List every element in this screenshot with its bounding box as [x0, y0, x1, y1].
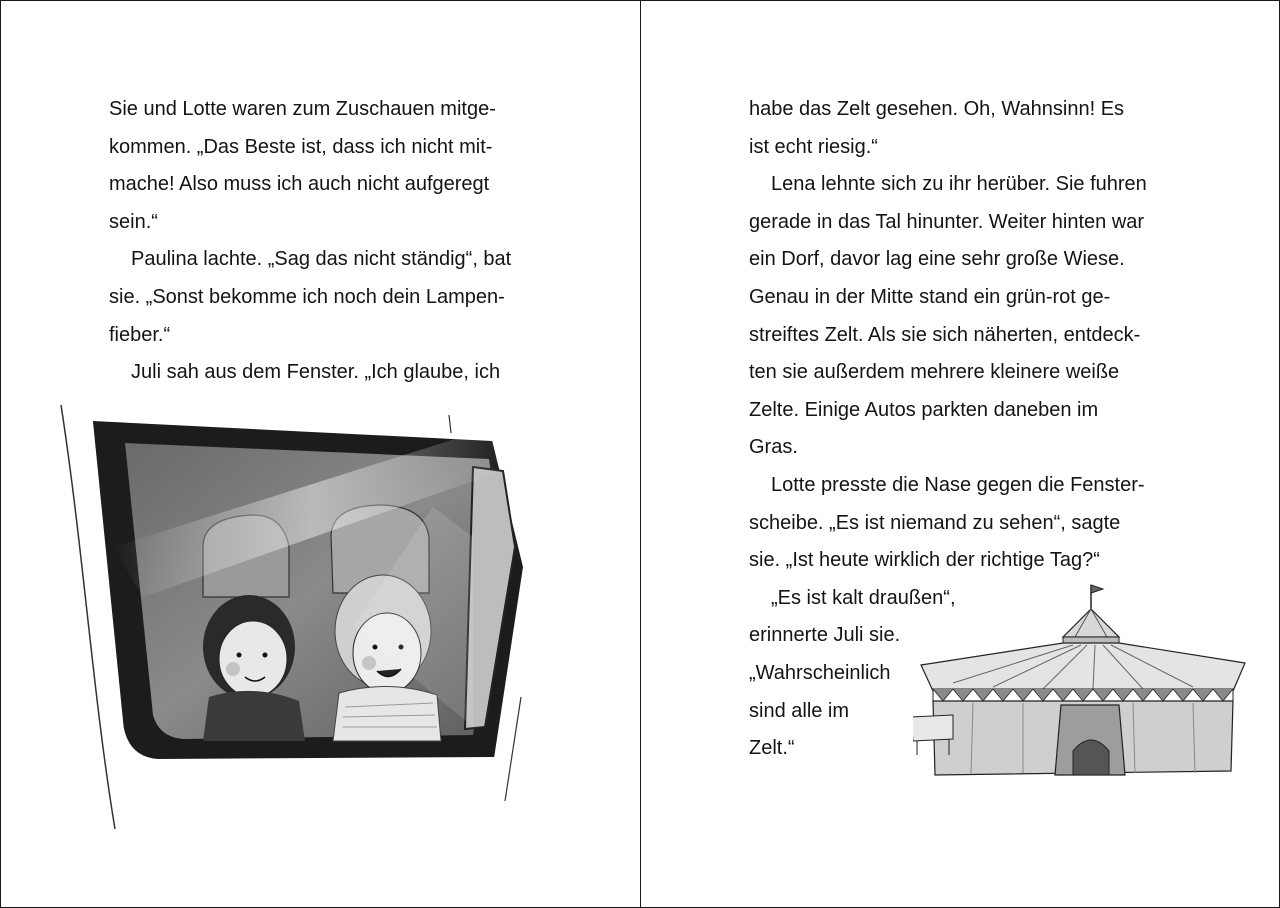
text-line: Gras.: [749, 436, 798, 459]
text-line: streiftes Zelt. Als sie sich näherten, entdeck-: [749, 323, 1141, 346]
text-line: Lena lehnte sich zu ihr herüber. Sie fuhren: [771, 173, 1147, 196]
text-line: Juli sah aus dem Fenster. „Ich glaube, ich: [131, 361, 501, 384]
left-page: [1, 1, 640, 907]
text-line: Zelte. Einige Autos parkten daneben im: [749, 398, 1099, 421]
text-line: mache! Also muss ich auch nicht aufgeregt: [109, 173, 490, 196]
text-line: habe das Zelt gesehen. Oh, Wahnsinn! Es: [749, 98, 1125, 120]
text-line: „Es ist kalt draußen“,: [771, 586, 956, 609]
text-line: sein.“: [109, 210, 158, 233]
text-line: ein Dorf, davor lag eine sehr große Wiese.: [749, 248, 1125, 271]
text-line: kommen. „Das Beste ist, dass ich nicht mit-: [109, 135, 493, 158]
text-line: gerade in das Tal hinunter. Weiter hinten war: [749, 210, 1145, 233]
car-window-illustration: [53, 397, 543, 837]
circus-tent-illustration: [913, 579, 1253, 789]
text-line: fieber.“: [109, 323, 171, 346]
text-line: ten sie außerdem mehrere kleinere weiße: [749, 361, 1120, 384]
text-line: Zelt.“: [749, 737, 795, 760]
text-line: erinnerte Juli sie.: [749, 624, 901, 647]
left-page-text: [109, 91, 539, 392]
text-line: Paulina lachte. „Sag das nicht ständig“, bat: [131, 248, 512, 271]
text-line: „Wahrscheinlich: [749, 661, 891, 684]
text-line: scheibe. „Es ist niemand zu sehen“, sagte: [749, 511, 1121, 534]
text-line: ist echt riesig.“: [749, 135, 878, 158]
text-line: sie. „Ist heute wirklich der richtige Tag?“: [749, 549, 1100, 572]
text-line: Genau in der Mitte stand ein grün-rot ge-: [749, 285, 1111, 308]
text-line: Lotte presste die Nase gegen die Fenster-: [771, 473, 1145, 496]
text-line: Sie und Lotte waren zum Zuschauen mitge-: [109, 98, 496, 120]
right-page: [641, 1, 1279, 907]
text-line: sie. „Sonst bekomme ich noch dein Lampen-: [109, 285, 505, 308]
text-line: sind alle im: [749, 699, 850, 722]
